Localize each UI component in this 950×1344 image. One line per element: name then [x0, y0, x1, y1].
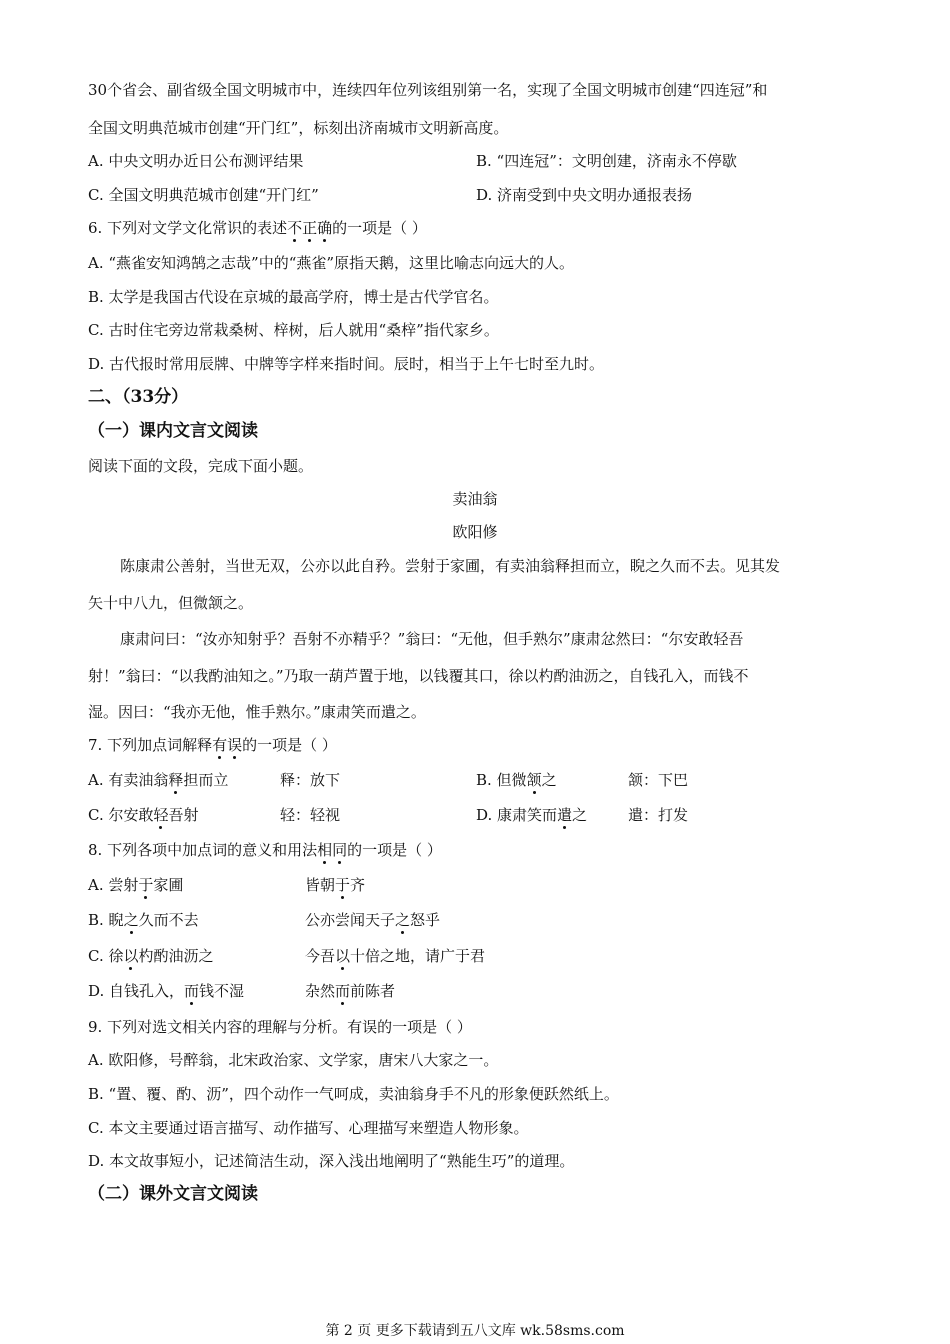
passage-p2-line-2: 射！”翁曰：“以我酌油知之。”乃取一葫芦置于地，以钱覆其口，徐以杓酌油沥之，自钱孔入，而钱不	[88, 667, 749, 685]
q8-option-d	[88, 981, 244, 1001]
q8-stem-prefix: 8. 下列各项中加点词的意义和用法	[88, 841, 318, 859]
passage-p1-line-2: 矢十中八九，但微颔之。	[88, 594, 254, 612]
q8-b2-text: 公亦尝闻天子	[305, 911, 396, 929]
reading-instruction: 阅读下面的文段，完成下面小题。	[88, 457, 314, 475]
q8-a2-key: 于	[335, 876, 351, 894]
q8-c2-text: 今吾	[305, 947, 336, 965]
q8-c2-text: 十倍之地，请广于君	[350, 947, 486, 965]
passage-p2-line-3: 湿。因曰：“我亦无他，惟手熟尔。”康肃笑而遣之。	[88, 703, 426, 721]
passage-title: 卖油翁	[452, 490, 498, 508]
q8-stem	[88, 840, 442, 860]
passage-p2-line-1: 康肃问曰：“汝亦知射乎？吾射不亦精乎？”翁曰：“无他，但手熟尔”康肃忿然曰：“尔安敢轻吾	[120, 630, 744, 648]
q7-option-a	[88, 770, 228, 790]
q8-option-b	[88, 910, 199, 930]
q8-d2-text: 前陈者	[350, 982, 396, 1000]
q8-option-b-compare	[305, 910, 440, 930]
q7-a-key: 释	[168, 771, 184, 789]
q8-d-key: 而	[184, 982, 200, 1000]
q7-stem	[88, 735, 337, 755]
q5-option-a: A. 中央文明办近日公布测评结果	[88, 152, 304, 170]
q7-option-b-definition: 颔：下巴	[628, 771, 689, 789]
intro-line-2: 全国文明典范城市创建“开门红”，标刻出济南城市文明新高度。	[88, 119, 509, 137]
q6-stem-prefix: 6. 下列对文学文化常识的表述	[88, 219, 288, 237]
q7-d-key: 遣	[557, 806, 573, 824]
q7-d-text: D. 康肃笑而	[476, 806, 558, 824]
q6-stem-suffix: 的一项是（ ）	[332, 219, 427, 237]
q7-c-text: 吾射	[168, 806, 199, 824]
q8-d2-key: 而	[335, 982, 351, 1000]
q8-d2-text: 杂然	[305, 982, 336, 1000]
page-footer: 第 2 页 更多下载请到五八文库 wk.58sms.com	[325, 1323, 625, 1339]
q8-b-text: 久而不去	[138, 911, 199, 929]
q7-option-c-definition: 轻：轻视	[280, 806, 341, 824]
q8-b-text: B. 睨	[88, 911, 124, 929]
q8-a-text: A. 尝射	[88, 876, 139, 894]
q8-a2-text: 皆朝	[305, 876, 336, 894]
q9-option-c: C. 本文主要通过语言描写、动作描写、心理描写来塑造人物形象。	[88, 1119, 529, 1137]
q8-b-key: 之	[123, 911, 139, 929]
q8-d-text: D. 自钱孔入，	[88, 982, 185, 1000]
q5-option-c: C. 全国文明典范城市创建“开门红”	[88, 186, 319, 204]
section-2-sub-1: （一）课内文言文阅读	[88, 421, 258, 441]
q8-b2-key: 之	[395, 911, 411, 929]
q7-key-char: 误	[227, 736, 243, 754]
q7-b-key: 颔	[526, 771, 542, 789]
q6-stem	[88, 218, 427, 238]
q6-key-char: 正	[302, 219, 318, 237]
q7-a-text: A. 有卖油翁	[88, 771, 169, 789]
q7-option-d	[476, 805, 587, 825]
passage-author: 欧阳修	[452, 523, 498, 541]
q6-option-c: C. 古时住宅旁边常栽桑树、梓树，后人就用“桑梓”指代家乡。	[88, 321, 499, 339]
q8-stem-suffix: 的一项是（ ）	[347, 841, 442, 859]
q7-c-key: 轻	[153, 806, 169, 824]
q8-b2-text: 怒乎	[410, 911, 441, 929]
q7-a-text: 担而立	[183, 771, 229, 789]
q6-option-a: A. “燕雀安知鸿鹄之志哉”中的“燕雀”原指天鹅，这里比喻志向远大的人。	[88, 254, 575, 272]
q6-key-char: 确	[317, 219, 333, 237]
q9-stem: 9. 下列对选文相关内容的理解与分析。有误的一项是（ ）	[88, 1018, 472, 1036]
q8-a2-text: 齐	[350, 876, 366, 894]
q7-b-text: B. 但微	[476, 771, 527, 789]
q7-c-text: C. 尔安敢	[88, 806, 154, 824]
q8-key-char: 同	[332, 841, 348, 859]
q6-option-b: B. 太学是我国古代设在京城的最高学府，博士是古代学官名。	[88, 288, 499, 306]
q5-option-b: B. “四连冠”：文明创建，济南永不停歇	[476, 152, 737, 170]
q7-option-c	[88, 805, 199, 825]
q8-c-text: 杓酌油沥之	[138, 947, 214, 965]
q8-c-text: C. 徐	[88, 947, 124, 965]
q6-option-d: D. 古代报时常用辰牌、中牌等字样来指时间。辰时，相当于上午七时至九时。	[88, 355, 605, 373]
q8-option-d-compare	[305, 981, 395, 1001]
q7-b-text: 之	[541, 771, 557, 789]
q8-a-text: 家圃	[153, 876, 184, 894]
q8-option-c	[88, 946, 214, 966]
q7-stem-suffix: 的一项是（ ）	[242, 736, 337, 754]
q7-option-d-definition: 遣：打发	[628, 806, 689, 824]
q8-key-char: 相	[317, 841, 333, 859]
q7-stem-prefix: 7. 下列加点词解释	[88, 736, 213, 754]
q8-option-a	[88, 875, 183, 895]
q8-c2-key: 以	[335, 947, 351, 965]
q7-option-a-definition: 释：放下	[280, 771, 341, 789]
intro-line-1: 30个省会、副省级全国文明城市中，连续四年位列该组别第一名，实现了全国文明城市创建“四连冠”和	[88, 81, 768, 99]
q8-a-key: 于	[138, 876, 154, 894]
q9-option-b: B. “置、覆、酌、沥”，四个动作一气呵成，卖油翁身手不凡的形象便跃然纸上。	[88, 1085, 619, 1103]
q9-option-a: A. 欧阳修，号醉翁，北宋政治家、文学家，唐宋八大家之一。	[88, 1051, 499, 1069]
q9-option-d: D. 本文故事短小，记述简洁生动，深入浅出地阐明了“熟能生巧”的道理。	[88, 1152, 575, 1170]
section-2-title: 二、（33分）	[88, 387, 189, 407]
q8-d-text: 钱不湿	[199, 982, 245, 1000]
q8-c-key: 以	[123, 947, 139, 965]
q7-d-text: 之	[572, 806, 588, 824]
q8-option-c-compare	[305, 946, 485, 966]
q7-option-b	[476, 770, 557, 790]
q7-key-char: 有	[212, 736, 228, 754]
q6-key-char: 不	[287, 219, 303, 237]
q8-option-a-compare	[305, 875, 365, 895]
q5-option-d: D. 济南受到中央文明办通报表扬	[476, 186, 693, 204]
passage-p1-line-1: 陈康肃公善射，当世无双，公亦以此自矜。尝射于家圃，有卖油翁释担而立，睨之久而不去。见其发	[120, 557, 781, 575]
section-2-sub-2: （二）课外文言文阅读	[88, 1184, 258, 1204]
